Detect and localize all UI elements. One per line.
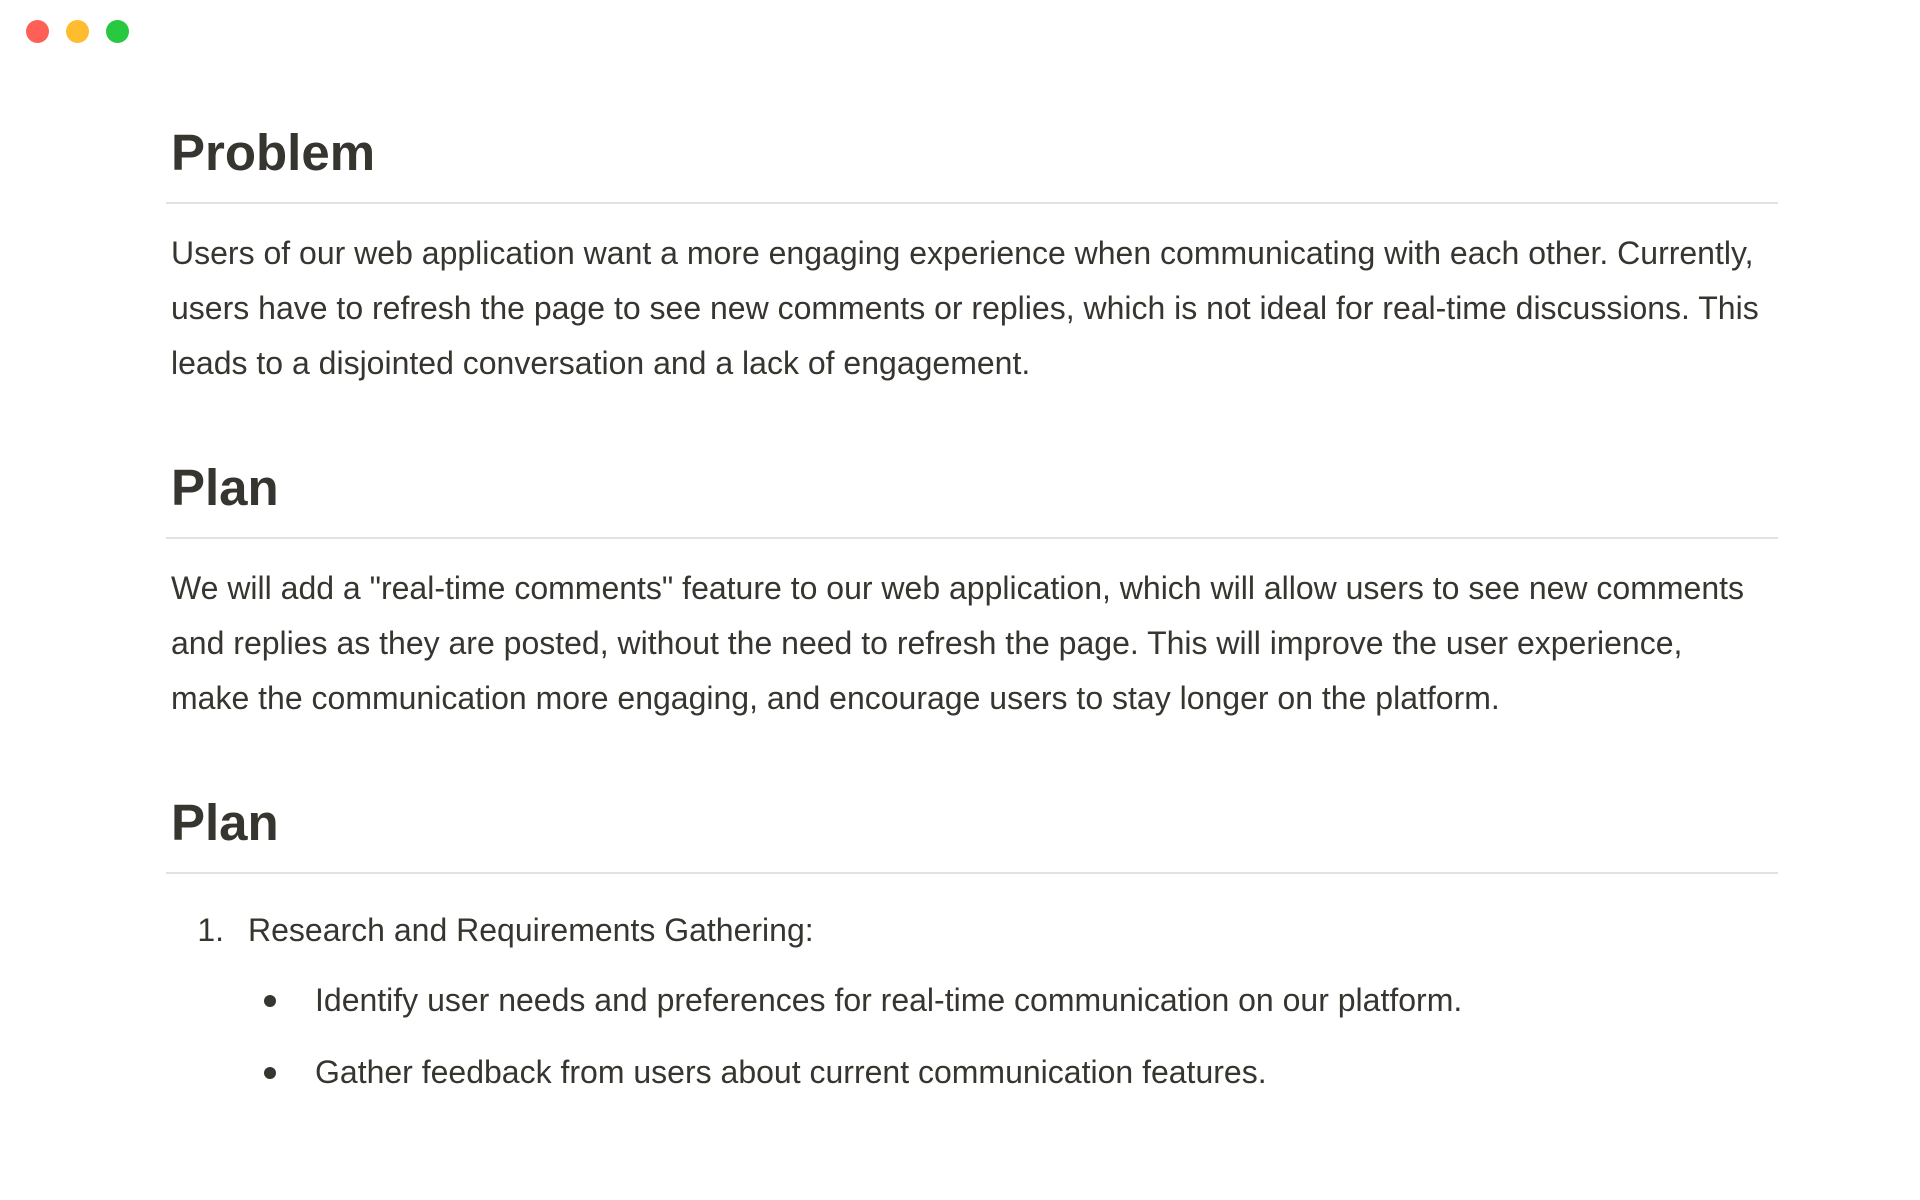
section-heading[interactable]: Plan [171, 794, 279, 851]
list-item-text[interactable]: Research and Requirements Gathering: [248, 912, 814, 948]
section-paragraph[interactable]: We will add a "real-time comments" feature to our web application, which will allow users to see new comments and replies as they are posted, without the need to refresh the page. This will improve the user experience, make the communication more engaging, and encourage users to stay longer on the platform. [171, 570, 1745, 716]
document-body[interactable] [166, 118, 1778, 1120]
section-problem [166, 118, 1778, 391]
numbered-list-item [166, 906, 1778, 1096]
section-plan [166, 453, 1778, 726]
close-window-button[interactable] [26, 20, 49, 43]
list-number: 1. [197, 912, 224, 948]
divider [166, 202, 1778, 204]
bullet-item-text[interactable]: Gather feedback from users about current communication features. [315, 1054, 1267, 1090]
numbered-list [166, 906, 1778, 1096]
minimize-window-button[interactable] [66, 20, 89, 43]
bulleted-list [166, 976, 1778, 1096]
divider [166, 537, 1778, 539]
maximize-window-button[interactable] [106, 20, 129, 43]
bullet-item [252, 976, 1778, 1024]
section-paragraph[interactable]: Users of our web application want a more engaging experience when communicating with each other. Currently, users have to refresh the page to see new comments or replies, which is not ideal for real-time discussions. This leads to a disjointed conversation and a lack of engagement. [171, 235, 1759, 381]
window-controls [26, 20, 129, 43]
section-heading[interactable]: Problem [171, 124, 376, 181]
bullet-item [252, 1048, 1778, 1096]
bullet-dot-icon [252, 1048, 315, 1096]
section-heading[interactable]: Plan [171, 459, 279, 516]
section-plan-steps [166, 788, 1778, 1096]
bullet-item-text[interactable]: Identify user needs and preferences for real-time communication on our platform. [315, 982, 1463, 1018]
divider [166, 872, 1778, 874]
bullet-dot-icon [252, 976, 315, 1024]
